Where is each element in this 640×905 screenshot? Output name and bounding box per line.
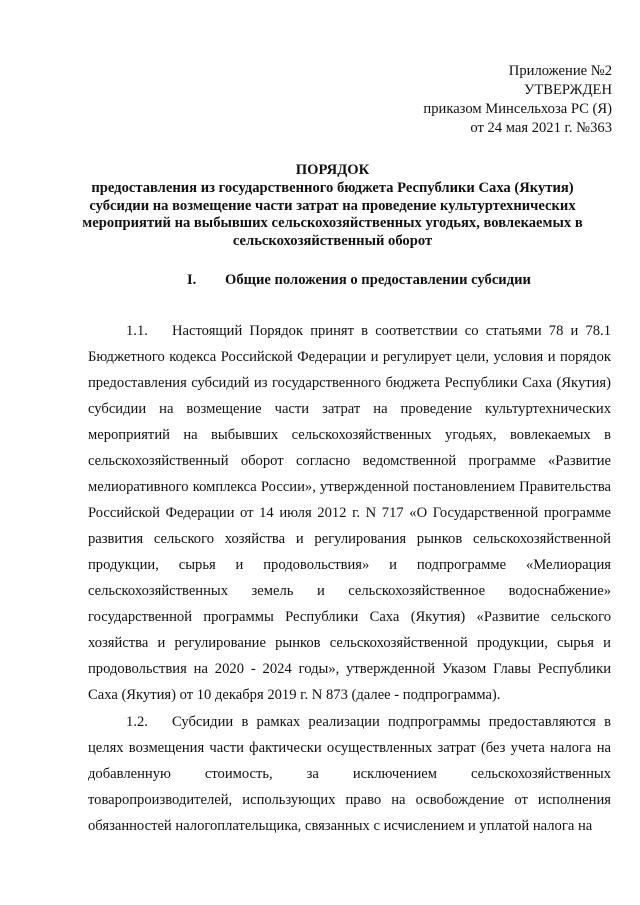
paragraph-number: 1.2. [126, 714, 148, 730]
paragraph-1-1 [88, 318, 611, 708]
order-date: от 24 мая 2021 г. №363 [470, 120, 612, 136]
section-heading [187, 272, 531, 289]
paragraph-text: Субсидии в рамках реализации подпрограммы предоставляются в целях возмещения части фактически осуществленных затрат (без учета налога на добавленную стоимость, за исключением сельскохозяйственных товаропроизводителей, использующих право на освобождение от исполнения обязанностей налогоплательщика, связанных с исчислением и уплатой налога на [88, 714, 611, 834]
section-title: Общие положения о предоставлении субсидии [225, 272, 531, 288]
approved-label: УТВЕРЖДЕН [524, 82, 612, 98]
document-title: ПОРЯДОК [295, 162, 370, 178]
appendix-number: Приложение №2 [508, 63, 612, 79]
order-issuer: приказом Минсельхоза РС (Я) [423, 101, 612, 117]
paragraph-number: 1.1. [126, 323, 148, 339]
paragraph-1-2 [88, 709, 611, 839]
document-subtitle: предоставления из государственного бюджета Республики Саха (Якутия) субсидии на возмещение части затрат на проведение культуртехнических мероприятий на выбывших сельскохозяйственных угодьях, вовлекаемых в сельскохозяйственный оборот [82, 180, 583, 249]
approval-stamp [423, 62, 612, 138]
section-number: I. [187, 272, 197, 288]
paragraph-text: Настоящий Порядок принят в соответствии со статьями 78 и 78.1 Бюджетного кодекса Российской Федерации и регулирует цели, условия и порядок предоставления субсидий из государственного бюджета Республики Саха (Якутия) субсидии на возмещение части затрат на проведение культуртехнических мероприятий на выбывших сельскохозяйственных угодьях, вовлекаемых в сельскохозяйственный оборот согласно ведомственной программе «Развитие мелиоративного комплекса России», утвержденной постановлением Правительства Российской Федерации от 14 июля 2012 г. N 717 «О Государственной программе развития сельского хозяйства и регулирования рынков сельскохозяйственной продукции, сырья и продовольствия» и подпрограмме «Мелиорация сельскохозяйственных земель и сельскохозяйственное водоснабжение» государственной программы Республики Саха (Якутия) «Развитие сельского хозяйства и регулирование рынков сельскохозяйственной продукции, сырья и продовольствия на 2020 - 2024 годы», утвержденной Указом Главы Республики Саха (Якутия) от 10 декабря 2019 г. N 873 (далее - подпрограмма). [88, 323, 611, 703]
